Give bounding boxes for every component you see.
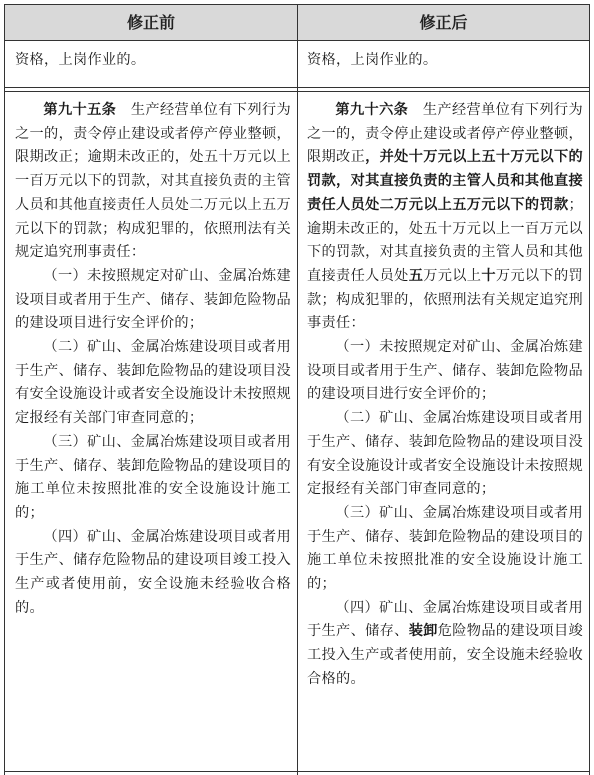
before-article <box>15 99 291 620</box>
row1-after: 资格，上岗作业的。 <box>307 52 438 68</box>
after-article <box>307 99 583 692</box>
header-before: 修正前 <box>5 5 297 40</box>
before-item-2: （二）矿山、金属冶炼建设项目或者用于生产、储存、装卸危险物品的建设项目没有安全设施设计或者安全设施设计未按照规定报经有关部门审查同意的； <box>15 339 291 427</box>
before-intro: 第九十五条 生产经营单位有下列行为之一的，责令停止建设或者停产停业整顿，限期改正；逾期未改正的，处五十万元以上一百万元以下的罚款，对其直接负责的主管人员和其他直接责任人员处二万元以上五万元以下的罚款；构成犯罪的，依照刑法有关规定追究刑事责任： <box>15 102 291 261</box>
header-after: 修正后 <box>298 5 589 40</box>
before-item-4: （四）矿山、金属冶炼建设项目或者用于生产、储存危险物品的建设项目竣工投入生产或者使用前，安全设施未经验收合格的。 <box>15 528 291 616</box>
after-added-fine: ，并处十万元以上五十万元以下的罚款，对其直接负责的主管人员和其他直接责任人员处二万元以上五万元以下的罚款 <box>307 149 583 213</box>
before-article-title: 第九十五条 <box>43 102 117 118</box>
after-item-2: （二）矿山、金属冶炼建设项目或者用于生产、储存、装卸危险物品的建设项目没有安全设施设计或者安全设施设计未按照规定报经有关部门审查同意的； <box>307 410 583 498</box>
revision-table <box>4 4 590 775</box>
after-item-1: （一）未按照规定对矿山、金属冶炼建设项目或者用于生产、储存、装卸危险物品的建设项目进行安全评价的； <box>307 339 583 403</box>
before-item-3: （三）矿山、金属冶炼建设项目或者用于生产、储存、装卸危险物品的建设项目的施工单位未按照批准的安全设施设计施工的； <box>15 433 291 521</box>
after-added-word: 装卸 <box>408 623 438 640</box>
after-intro: 第九十六条 生产经营单位有下列行为之一的，责令停止建设或者停产停业整顿，限期改正，并处十万元以上五十万元以下的罚款，对其直接负责的主管人员和其他直接责任人员处二万元以上五万元以下的罚款；逾期未改正的，处五十万元以上一百万元以下的罚款，对其直接负责的主管人员和其他直接责任人员处五万元以上十万元以下的罚款；构成犯罪的，依照刑法有关规定追究刑事责任： <box>307 102 583 332</box>
after-item-4: （四）矿山、金属冶炼建设项目或者用于生产、储存、装卸危险物品的建设项目竣工投入生产或者使用前，安全设施未经验收合格的。 <box>307 599 583 687</box>
row1-before: 资格，上岗作业的。 <box>15 52 146 68</box>
after-article-title: 第九十六条 <box>335 102 409 118</box>
column-divider <box>297 5 298 775</box>
before-item-1: （一）未按照规定对矿山、金属冶炼建设项目或者用于生产、储存、装卸危险物品的建设项目进行安全评价的； <box>15 267 291 332</box>
after-item-3: （三）矿山、金属冶炼建设项目或者用于生产、储存、装卸危险物品的建设项目的施工单位未按照批准的安全设施设计施工的； <box>307 504 583 593</box>
